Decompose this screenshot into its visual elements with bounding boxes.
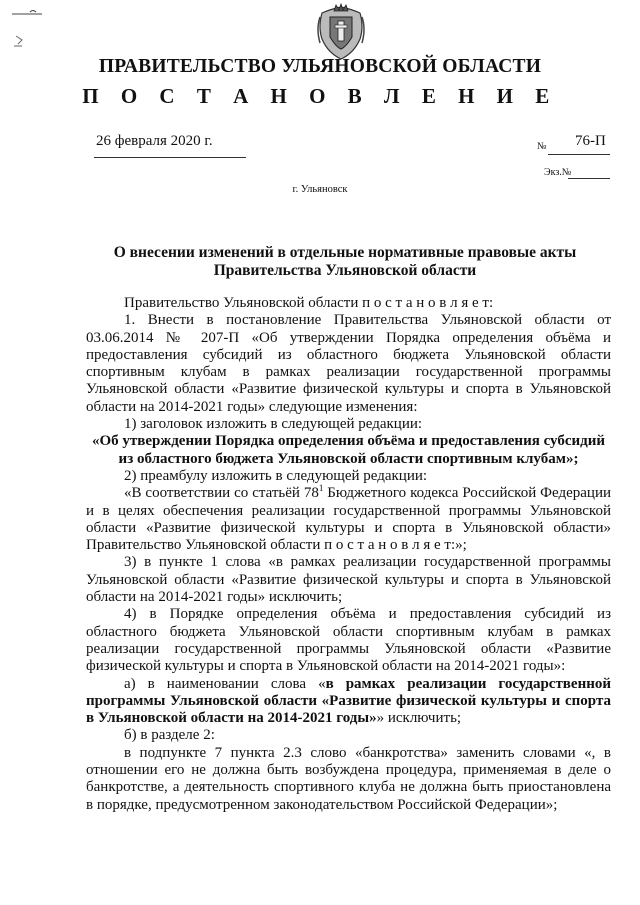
preamble-paragraph: Правительство Ульяновской области п о с т а н о в л я е т:	[124, 295, 494, 311]
document-type: П О С Т А Н О В Л Е Н И Е	[82, 84, 558, 108]
handwritten-mark-icon	[10, 6, 50, 50]
new-title-paragraph: «Об утверждении Порядка определения объёма и предоставления субсидий из областного бюджета Ульяновской области спортивным клубам»;	[91, 433, 606, 467]
paragraph-1-3: 3) в пункте 1 слова «в рамках реализации государственной программы Ульяновской области «Развитие физической культуры и спорта в Ульяновской области на 2014-2021 годы» исключить;	[86, 554, 611, 606]
subparagraph-b-text: в подпункте 7 пункта 2.3 слово «банкротства» заменить словами «, в отношении его не должна быть возбуждена процедура, применяемая в деле о банкротстве, а деятельность спортивного клуба не должна быть приостановлена в порядке, предусмотренном законодательством Российской Федерации»;	[86, 744, 611, 813]
preamble-quote-start: «В соответствии со статьёй 78	[124, 485, 319, 502]
subparagraph-a-bold: в рамках реализации государственной программы Ульяновской области «Развитие физической культуры и спорта в Ульяновской области на 2014-2021 годы»	[86, 675, 611, 727]
number-underline	[548, 154, 610, 155]
document-date: 26 февраля 2020 г.	[96, 133, 213, 149]
subparagraph-a-end: » исключить;	[376, 710, 462, 727]
heading-line-2: Правительства Ульяновской области	[213, 262, 477, 279]
city: г. Ульяновск	[292, 184, 348, 195]
heading-line-1: О внесении изменений в отдельные нормативные правовые акты	[113, 244, 577, 261]
paragraph-1-4: 4) в Порядке определения объёма и предоставления субсидий из областного бюджета Ульяновской области спортивным клубам в рамках реализации государственной программы Ульяновской области «Развитие физической культуры и спорта в Ульяновской области на 2014-2021 годы»:	[86, 606, 611, 675]
document-heading	[70, 244, 620, 280]
preamble-quote-paragraph	[86, 485, 611, 554]
subparagraph-a-start: а) в наименовании слова «	[124, 675, 326, 692]
subparagraph-a	[86, 676, 611, 728]
paragraph-1-2: 2) преамбулу изложить в следующей редакции:	[124, 467, 428, 484]
copy-number-underline	[568, 178, 610, 179]
government-title: ПРАВИТЕЛЬСТВО УЛЬЯНОВСКОЙ ОБЛАСТИ	[98, 56, 542, 77]
article-superscript: 1	[318, 483, 324, 494]
document-body	[86, 295, 611, 814]
number-label: №	[537, 141, 547, 152]
subparagraph-b: б) в разделе 2:	[124, 727, 215, 744]
date-underline	[94, 157, 246, 158]
paragraph-1-1: 1) заголовок изложить в следующей редакции:	[124, 416, 423, 433]
paragraph-1: 1. Внести в постановление Правительства Ульяновской области от 03.06.2014 № 207-П «Об утверждении Порядка определения объёма и предоставления субсидий из областного бюджета Ульяновской области спортивным клубам в рамках реализации государственной программы Ульяновской области «Развитие физической культуры и спорта в Ульяновской области на 2014-2021 годы» следующие изменения:	[86, 312, 611, 415]
copy-number-label: Экз.№	[544, 167, 572, 178]
preamble-quote-rest: Бюджетного кодекса Российской Федерации и в целях обеспечения реализации государственной программы Ульяновской области «Развитие физической культуры и спорта в Ульяновской области» Правительство Ульяновской области п о с т а н о в л я е т:»;	[86, 485, 612, 554]
coat-of-arms-icon	[316, 3, 366, 61]
document-number: 76-П	[575, 133, 606, 149]
